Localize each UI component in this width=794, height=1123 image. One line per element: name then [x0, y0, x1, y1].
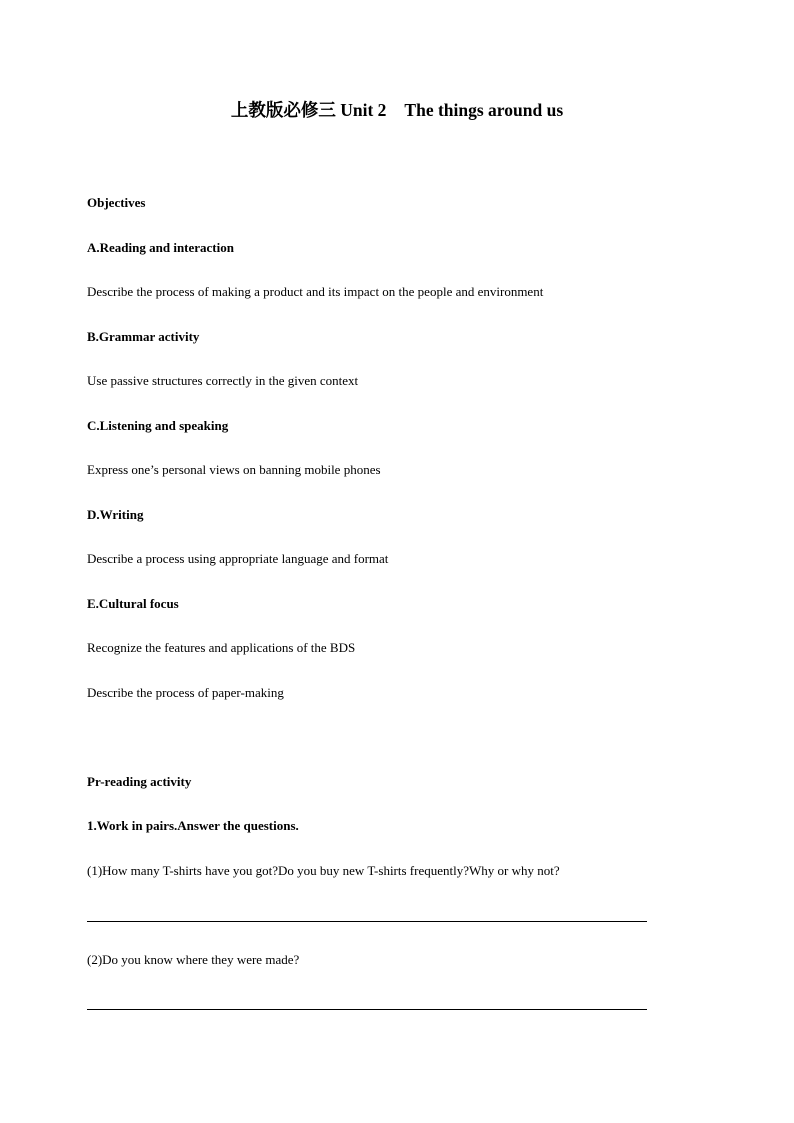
objectives-heading: Objectives — [87, 195, 146, 210]
question-1: (1)How many T-shirts have you got?Do you buy new T-shirts frequently?Why or why not? — [87, 863, 560, 878]
title-cn: 上教版必修三 — [230, 100, 336, 120]
answer-line-2[interactable] — [87, 1009, 647, 1010]
prereading-task: 1.Work in pairs.Answer the questions. — [87, 818, 299, 833]
section-b-text: Use passive structures correctly in the given context — [87, 373, 359, 388]
title-unit: Unit 2 — [340, 100, 387, 120]
section-e-text-2: Describe the process of paper-making — [87, 685, 284, 700]
section-a-text: Describe the process of making a product and its impact on the people and environment — [87, 284, 544, 299]
section-c-text: Express one’s personal views on banning mobile phones — [87, 462, 381, 477]
section-b-heading: B.Grammar activity — [87, 329, 200, 344]
section-a-heading: A.Reading and interaction — [87, 240, 234, 255]
section-e-heading: E.Cultural focus — [87, 596, 179, 611]
section-c-heading: C.Listening and speaking — [87, 418, 229, 433]
prereading-heading: Pr-reading activity — [87, 774, 192, 789]
question-2: (2)Do you know where they were made? — [87, 952, 300, 967]
title-topic: The things around us — [404, 100, 564, 120]
section-d-heading: D.Writing — [87, 507, 144, 522]
page-title — [0, 97, 794, 122]
answer-line-1[interactable] — [87, 921, 647, 922]
section-e-text-1: Recognize the features and applications of the BDS — [87, 640, 356, 655]
section-d-text: Describe a process using appropriate language and format — [87, 551, 389, 566]
